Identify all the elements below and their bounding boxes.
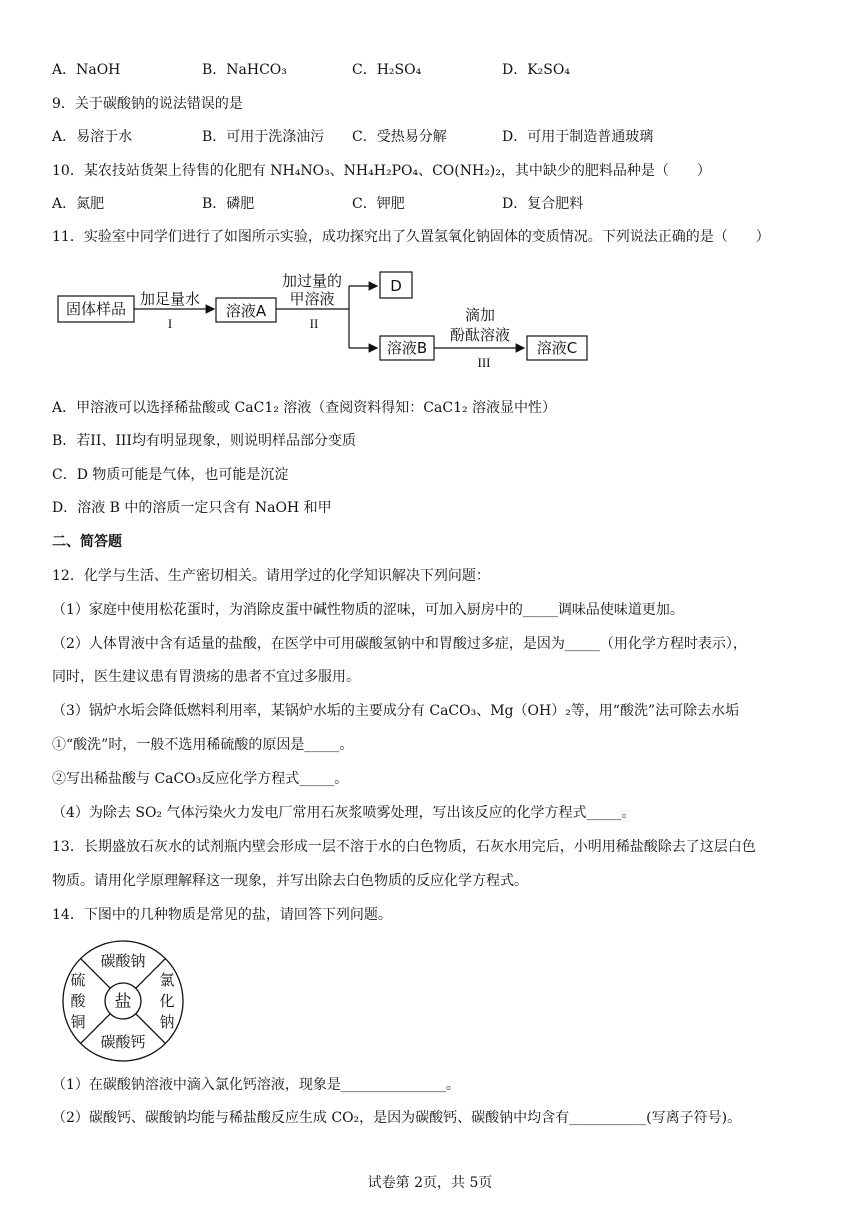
q9-stem: 9．关于碳酸钠的说法错误的是: [52, 96, 243, 112]
wheel-right-char-1: 氯: [159, 971, 175, 989]
wheel-left-char-2: 酸: [70, 992, 86, 1010]
label-step1-num: I: [167, 316, 173, 331]
q14-part2: （2）碳酸钙、碳酸钠均能与稀盐酸反应生成 CO₂，是因为碳酸钙、碳酸钠中均含有___________(写离子符号)。: [52, 1110, 742, 1126]
wheel-left-char-3: 铜: [70, 1013, 86, 1031]
salt-wheel-diagram: [60, 938, 186, 1064]
q11-flowchart: [52, 264, 612, 376]
q12-part4: （4）为除去 SO₂ 气体污染火力发电厂常用石灰浆喷雾处理，写出该反应的化学方程式_____。: [52, 805, 636, 821]
wheel-right-char-2: 化: [159, 992, 175, 1010]
label-step3-reagent-2: 酚酞溶液: [449, 326, 511, 344]
label-step2-reagent-1: 加过量的: [281, 272, 343, 290]
q9-option-a: A．易溶于水: [52, 129, 133, 145]
q10-option-d: D．复合肥料: [502, 196, 584, 212]
q11-stem: 11．实验室中同学们进行了如图所示实验，成功探究出了久置氢氧化钠固体的变质情况。下列说法正确的是（ ）: [52, 229, 770, 245]
label-step3-reagent-1: 滴加: [464, 306, 496, 324]
label-step2-num: II: [309, 316, 319, 331]
label-step3-num: III: [477, 355, 491, 370]
q12-part3-sub1: ①“酸洗”时，一般不选用稀硫酸的原因是_____。: [52, 737, 354, 753]
q12-part2-line1: （2）人体胃液中含有适量的盐酸，在医学中可用碳酸氢钠中和胃酸过多症，是因为_____（用化学方程时表示），: [52, 636, 747, 652]
q12-part1: （1）家庭中使用松花蛋时，为消除皮蛋中碱性物质的涩味，可加入厨房中的_____调味品使味道更加。: [52, 602, 684, 618]
q8-option-a: A．NaOH: [52, 62, 121, 78]
label-step1-reagent: 加足量水: [139, 290, 201, 308]
q12-part3: （3）锅炉水垢会降低燃料利用率，某锅炉水垢的主要成分有 CaCO₃、Mg（OH）₂等，用“酸洗”法可除去水垢: [52, 703, 740, 719]
q14-stem: 14．下图中的几种物质是常见的盐，请回答下列问题。: [52, 907, 392, 923]
q9-option-b: B．可用于洗涤油污: [202, 129, 325, 145]
q10-option-c: C．钾肥: [352, 196, 405, 212]
q11-option-b: B．若II、III均有明显现象，则说明样品部分变质: [52, 433, 356, 449]
wheel-center-label: 盐: [114, 992, 132, 1012]
q9-option-c: C．受热易分解: [352, 129, 447, 145]
section-heading: 二、简答题: [52, 534, 122, 550]
q12-part2-line2: 同时，医生建议患有胃溃疡的患者不宜过多服用。: [52, 669, 360, 685]
q11-option-a: A．甲溶液可以选择稀盐酸或 CaC1₂ 溶液（查阅资料得知：CaC1₂ 溶液显中性）: [52, 400, 557, 416]
q10-stem: 10．某农技站货架上待售的化肥有 NH₄NO₃、NH₄H₂PO₄、CO(NH₂)₂，其中缺少的肥料品种是（ ）: [52, 163, 711, 179]
q12-part3-sub2: ②写出稀盐酸与 CaCO₃反应化学方程式_____。: [52, 771, 349, 787]
wheel-top-label: 碳酸钠: [100, 952, 146, 970]
q11-option-d: D．溶液 B 中的溶质一定只含有 NaOH 和甲: [52, 500, 332, 516]
label-step2-reagent-2: 甲溶液: [289, 290, 335, 308]
wheel-right-char-3: 钠: [159, 1013, 175, 1031]
label-d: D: [390, 277, 402, 295]
page-footer: 试卷第 2页，共 5页: [367, 1175, 493, 1191]
q13-line1: 13．长期盛放石灰水的试剂瓶内壁会形成一层不溶于水的白色物质，石灰水用完后，小明用稀盐酸除去了这层白色: [52, 839, 756, 855]
q11-option-c: C．D 物质可能是气体，也可能是沉淀: [52, 467, 289, 483]
q10-option-a: A．氮肥: [52, 196, 105, 212]
q9-option-d: D．可用于制造普通玻璃: [502, 129, 654, 145]
label-solid-sample: 固体样品: [65, 300, 127, 318]
q8-option-c: C．H₂SO₄: [352, 62, 422, 78]
q8-option-d: D．K₂SO₄: [502, 62, 570, 78]
wheel-bottom-label: 碳酸钙: [100, 1033, 146, 1051]
q13-line2: 物质。请用化学原理解释这一现象，并写出除去白色物质的反应化学方程式。: [52, 873, 528, 889]
q12-stem: 12．化学与生活、生产密切相关。请用学过的化学知识解决下列问题：: [52, 568, 490, 584]
label-solution-c: 溶液C: [536, 339, 578, 357]
label-solution-a: 溶液A: [225, 302, 267, 320]
q10-option-b: B．磷肥: [202, 196, 255, 212]
q14-part1: （1）在碳酸钠溶液中滴入氯化钙溶液，现象是_______________。: [52, 1077, 460, 1093]
wheel-left-char-1: 硫: [70, 971, 86, 989]
label-solution-b: 溶液B: [386, 339, 428, 357]
q8-option-b: B．NaHCO₃: [202, 62, 287, 78]
